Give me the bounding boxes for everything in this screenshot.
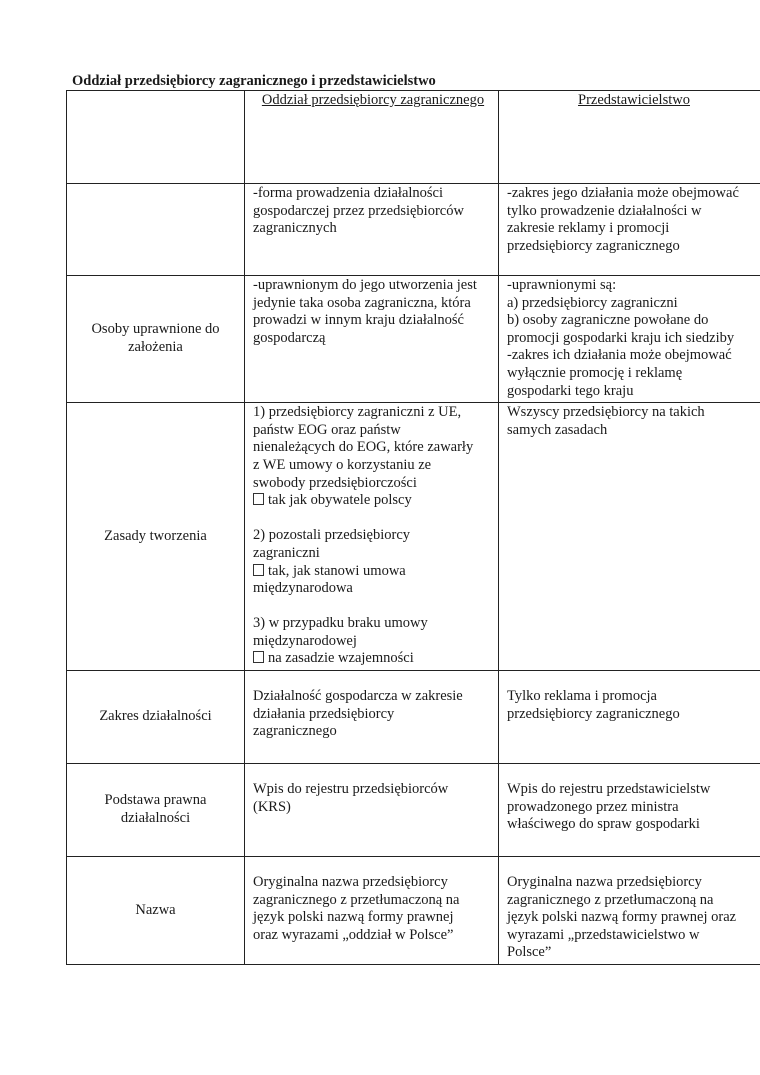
arrow-text: na zasadzie wzajemności — [268, 650, 414, 667]
text-line: Wpis do rejestru przedsiębiorców — [253, 781, 449, 798]
text-line: swobody przedsiębiorczości — [253, 474, 417, 491]
cell-oddzial — [245, 184, 499, 276]
text-line: wyłącznie promocję i reklamę — [507, 364, 683, 381]
text-line: tylko prowadzenie działalności w — [507, 202, 702, 219]
text-line: (KRS) — [253, 798, 291, 815]
row-label: Osoby uprawnione do założenia — [67, 276, 245, 403]
text-line: Oryginalna nazwa przedsiębiorcy — [253, 874, 448, 891]
text-line: Oryginalna nazwa przedsiębiorcy — [507, 874, 702, 891]
text-line: język polski nazwą formy prawnej — [253, 909, 454, 926]
cell-oddzial — [245, 276, 499, 403]
text-line: 2) pozostali przedsiębiorcy — [253, 527, 411, 544]
arrow-line — [253, 563, 493, 581]
cell-oddzial — [245, 671, 499, 764]
text-line: międzynarodowej — [253, 632, 357, 649]
cell-przedstawicielstwo — [499, 276, 760, 403]
text-line: zagranicznego — [253, 723, 337, 740]
arrow-icon — [253, 651, 264, 663]
text-line: gospodarczą — [253, 329, 326, 346]
cell-przedstawicielstwo — [499, 403, 760, 671]
row-podstawa-prawna — [67, 764, 760, 857]
text-line: Działalność gospodarcza w zakresie — [253, 688, 463, 705]
cell-przedstawicielstwo — [499, 184, 760, 276]
row-label — [67, 184, 245, 276]
cell-oddzial — [245, 857, 499, 965]
header-empty-cell — [67, 91, 245, 184]
cell-oddzial — [245, 403, 499, 671]
text-line: państw EOG oraz państw — [253, 421, 401, 438]
text-line: prowadzi w innym kraju działalność — [253, 312, 464, 329]
text-line: prowadzonego przez ministra — [507, 798, 679, 815]
text-line: 1) przedsiębiorcy zagraniczni z UE, — [253, 404, 462, 421]
row-zakres-dzialalnosci — [67, 671, 760, 764]
header-przedstawicielstwo: Przedstawicielstwo — [499, 91, 760, 184]
text-line: b) osoby zagraniczne powołane do — [507, 312, 709, 329]
row-nazwa — [67, 857, 760, 965]
arrow-icon — [253, 564, 264, 576]
arrow-line — [253, 650, 493, 668]
text-line: przedsiębiorcy zagranicznego — [507, 705, 680, 722]
text-line: Tylko reklama i promocja — [507, 688, 657, 705]
row-forma — [67, 184, 760, 276]
text-line: z WE umowy o korzystaniu ze — [253, 456, 432, 473]
text-line: nienależących do EOG, które zawarły — [253, 439, 474, 456]
cell-przedstawicielstwo — [499, 764, 760, 857]
text-line: gospodarczej przez przedsiębiorców — [253, 202, 464, 219]
document-title: Oddział przedsiębiorcy zagranicznego i przedstawicielstwo — [72, 73, 436, 89]
cell-oddzial — [245, 764, 499, 857]
spacer — [253, 510, 493, 528]
text-line: promocji gospodarki kraju ich siedziby — [507, 329, 735, 346]
text-line: samych zasadach — [507, 421, 608, 438]
text-line: zagranicznego z przetłumaczoną na — [253, 891, 460, 908]
comparison-table — [66, 90, 760, 965]
text-line: -zakres ich działania może obejmować — [507, 347, 732, 364]
text-line: gospodarki tego kraju — [507, 382, 634, 399]
cell-przedstawicielstwo — [499, 671, 760, 764]
row-zasady-tworzenia — [67, 403, 760, 671]
arrow-text: tak, jak stanowi umowa — [268, 562, 406, 579]
row-osoby-uprawnione — [67, 276, 760, 403]
row-label: Nazwa — [67, 857, 245, 965]
text-line: zagraniczni — [253, 544, 320, 561]
text-line: język polski nazwą formy prawnej oraz — [507, 909, 737, 926]
text-line: Polsce” — [507, 944, 552, 961]
text-line: 3) w przypadku braku umowy — [253, 615, 428, 632]
text-line: Wszyscy przedsiębiorcy na takich — [507, 404, 705, 421]
header-row — [67, 91, 760, 184]
arrow-icon — [253, 493, 264, 505]
row-label: Podstawa prawna działalności — [67, 764, 245, 857]
text-line: właściwego do spraw gospodarki — [507, 816, 700, 833]
text-line: jedynie taka osoba zagraniczna, która — [253, 294, 471, 311]
text-line: -zakres jego działania może obejmować — [507, 185, 739, 201]
text-line: przedsiębiorcy zagranicznego — [507, 237, 680, 254]
header-oddzial: Oddział przedsiębiorcy zagranicznego — [245, 91, 499, 184]
text-line: oraz wyrazami „oddział w Polsce” — [253, 926, 454, 943]
row-label: Zasady tworzenia — [67, 403, 245, 671]
text-line: zakresie reklamy i promocji — [507, 220, 670, 237]
text-line: -uprawnionymi są: — [507, 277, 617, 293]
text-line: zagranicznych — [253, 220, 337, 237]
text-line: wyrazami „przedstawicielstwo w — [507, 926, 700, 943]
text-line: Wpis do rejestru przedstawicielstw — [507, 781, 711, 798]
cell-przedstawicielstwo — [499, 857, 760, 965]
text-line: -forma prowadzenia działalności — [253, 185, 444, 201]
text-line: -uprawnionym do jego utworzenia jest — [253, 277, 477, 293]
row-label: Zakres działalności — [67, 671, 245, 764]
text-line: działania przedsiębiorcy — [253, 705, 395, 722]
text-line: zagranicznego z przetłumaczoną na — [507, 891, 714, 908]
arrow-text: tak jak obywatele polscy — [268, 492, 412, 509]
text-line: międzynarodowa — [253, 580, 353, 597]
arrow-line — [253, 492, 493, 510]
spacer — [253, 598, 493, 616]
text-line: a) przedsiębiorcy zagraniczni — [507, 294, 678, 311]
